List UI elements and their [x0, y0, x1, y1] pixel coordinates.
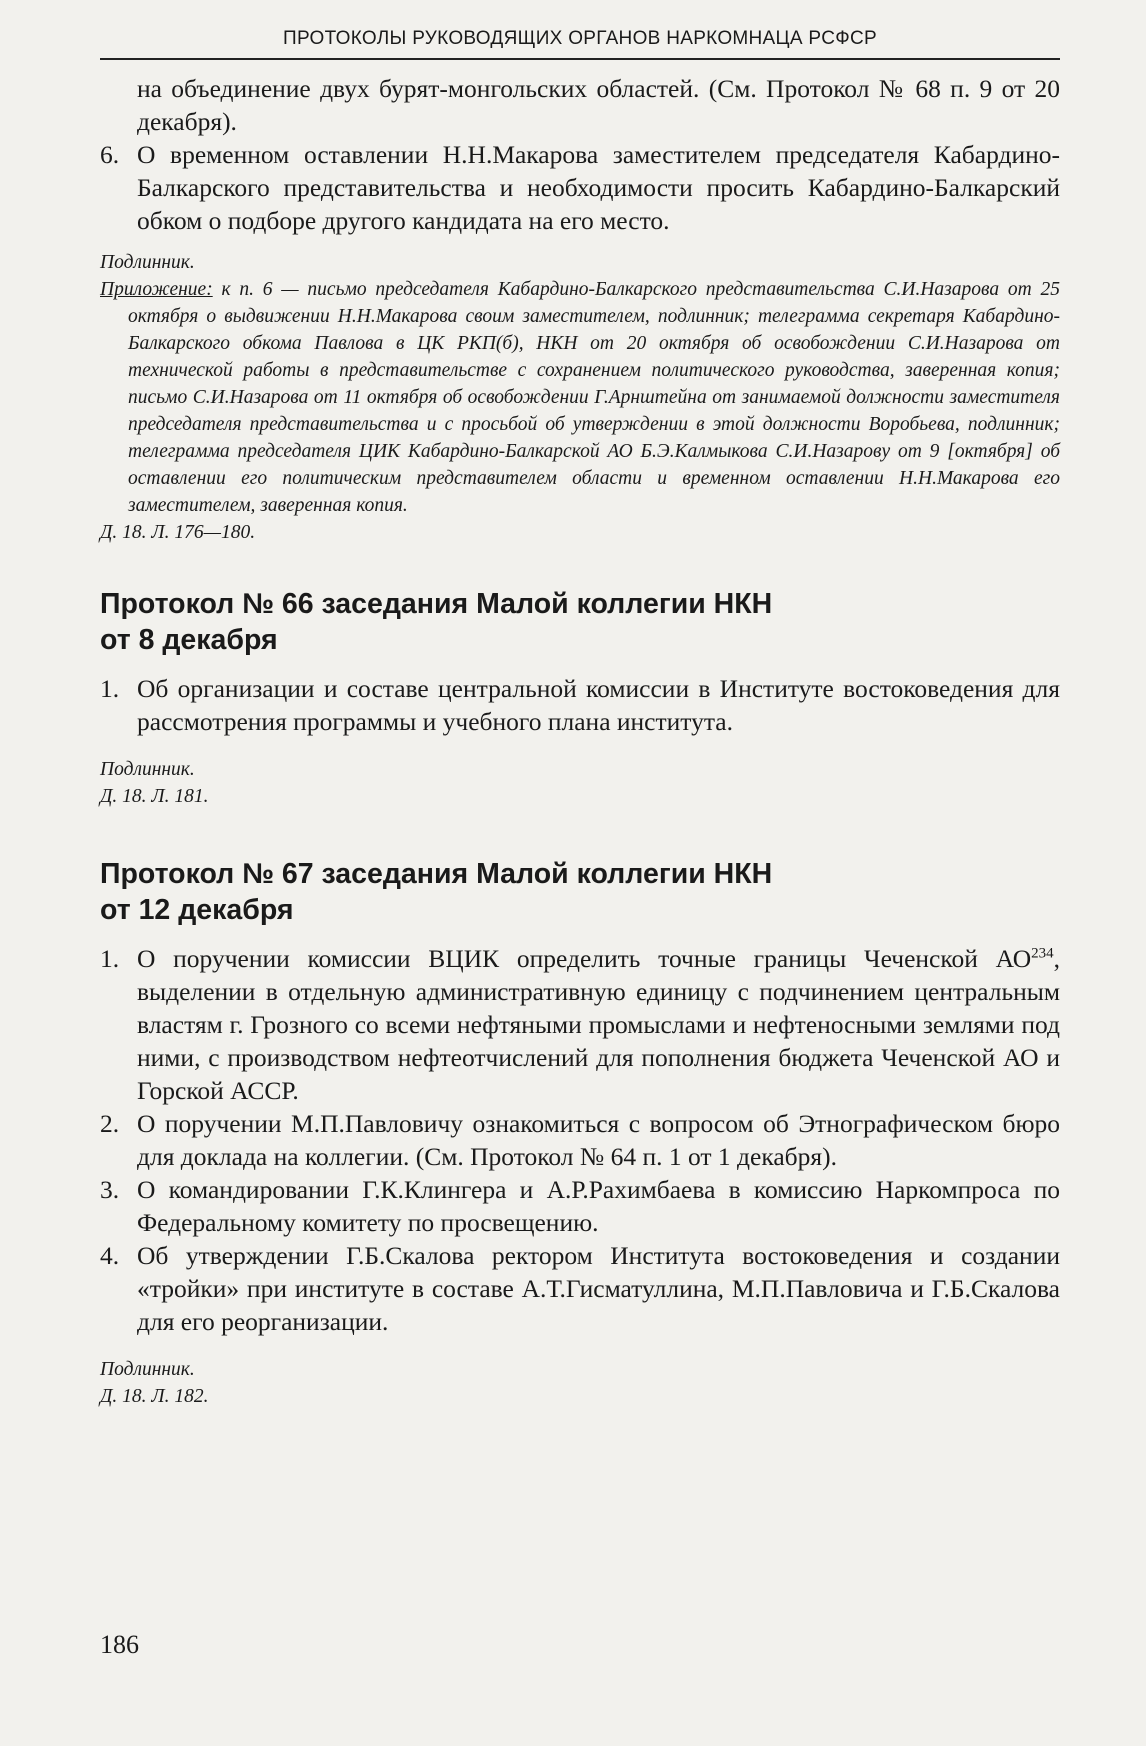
item-text-continued: , выделении в отдельную административную единицу с подчинением центральным властям г. Грозного со всеми нефтяными промыслами и нефтеносными землями под ними, с производством нефтеотчислений для пополнения бюджета Чеченской АО и Горской АССР. [137, 944, 1060, 1105]
running-header: ПРОТОКОЛЫ РУКОВОДЯЩИХ ОРГАНОВ НАРКОМНАЦА РСФСР [283, 28, 877, 49]
item-number: 3. [100, 1175, 120, 1204]
original-note: Подлинник. [100, 1359, 195, 1380]
archive-reference: Д. 18. Л. 176—180. [100, 522, 256, 543]
item-number: 6. [100, 140, 120, 169]
archive-reference: Д. 18. Л. 181. [100, 786, 209, 807]
item-text: Об организации и составе центральной комиссии в Институте востоковедения для рассмотрения программы и учебного плана института. [137, 674, 1060, 736]
protocol-67-heading [100, 856, 1060, 928]
item-text: О поручении М.П.Павловичу ознакомиться с вопросом об Этнографическом бюро для доклада на коллегии. (См. Протокол № 64 п. 1 от 1 декабря). [137, 1109, 1060, 1171]
page-content [100, 72, 1060, 1410]
item-number: 1. [100, 944, 120, 973]
page-number: 186 [100, 1630, 139, 1659]
item-number: 2. [100, 1109, 120, 1138]
item-text: О временном оставлении Н.Н.Макарова заместителем председателя Кабардино-Балкарского представительства и необходимости просить Кабардино-Балкарский обком о подборе другого кандидата на его место. [137, 140, 1060, 235]
appendix-text: к п. 6 — письмо председателя Кабардино-Балкарского представительства С.И.Назарова от 25 октября о выдвижении Н.Н.Макарова своим заместителем, подлинник; телеграмма секретаря Кабардино-Балкарского обкома Павлова в ЦК РКП(б), НКН от 20 октября об освобождении С.И.Назарова от технической работы в представительстве с сохранением политического руководства, заверенная копия; письмо С.И.Назарова от 11 октября об освобождении Г.Арнштейна от занимаемой должности заместителя председателя представительства и с просьбой об утверждении в этой должности Воробьева, подлинник; телеграмма председателя ЦИК Кабардино-Балкарской АО Б.Э.Калмыкова С.И.Назарову от 9 [октября] об оставлении его политическим представителем области и временном оставлении Н.Н.Макарова его заместителем, заверенная копия. [128, 279, 1060, 516]
list-item [100, 138, 1060, 237]
item-text: Об утверждении Г.Б.Скалова ректором Института востоковедения и создании «тройки» при институте в составе А.Т.Гисматуллина, М.П.Павловича и Г.Б.Скалова для его реорганизации. [137, 1241, 1060, 1336]
item-number: 1. [100, 674, 120, 703]
list-item [100, 1239, 1060, 1338]
header-rule [100, 58, 1060, 60]
continuation-paragraph: на объединение двух бурят-монгольских областей. (См. Протокол № 68 п. 9 от 20 декабря). [137, 74, 1060, 136]
original-note: Подлинник. [100, 252, 195, 273]
protocol-title: Протокол № 66 заседания Малой коллегии НКН [100, 588, 773, 620]
list-item [100, 1107, 1060, 1173]
item-text: О поручении комиссии ВЦИК определить точные границы Чеченской АО [137, 944, 1032, 973]
appendix-paragraph [100, 276, 1060, 519]
footnote-marker: 234 [1031, 945, 1054, 962]
item-text: О командировании Г.К.Клингера и А.Р.Рахимбаева в комиссию Наркомпроса по Федеральному комитету по просвещению. [137, 1175, 1060, 1237]
archive-reference: Д. 18. Л. 182. [100, 1386, 209, 1407]
list-item [100, 942, 1060, 1107]
protocol-date: от 8 декабря [100, 624, 278, 656]
protocol-title: Протокол № 67 заседания Малой коллегии НКН [100, 858, 773, 890]
item-number: 4. [100, 1241, 120, 1270]
original-note: Подлинник. [100, 759, 195, 780]
appendix-label: Приложение: [100, 279, 213, 300]
protocol-date: от 12 декабря [100, 894, 294, 926]
protocol-66-heading [100, 586, 1060, 658]
list-item [100, 1173, 1060, 1239]
list-item [100, 672, 1060, 738]
